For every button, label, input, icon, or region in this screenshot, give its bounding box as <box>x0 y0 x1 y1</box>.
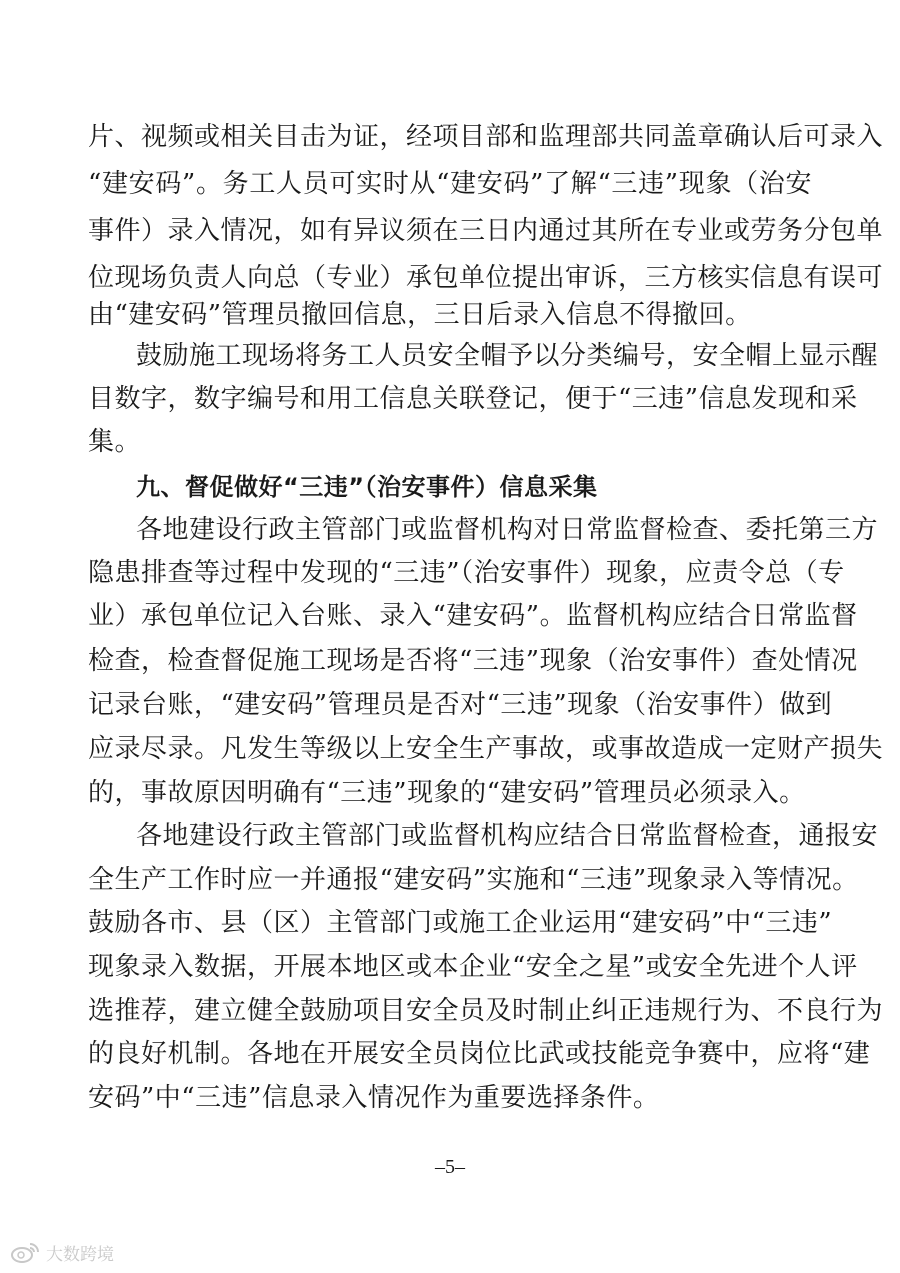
page-number: –5– <box>435 1156 465 1178</box>
paragraph-4-line-2: 全生产工作时应一并通报“建安码”实施和“三违”现象录入等情况。 <box>88 865 859 895</box>
watermark <box>10 1240 114 1264</box>
paragraph-4-line-6: 的良好机制。各地在开展安全员岗位比武或技能竞争赛中，应将“建 <box>88 1039 871 1069</box>
paragraph-3-line-3: 业）承包单位记入台账、录入“建安码”。监督机构应结合日常监督 <box>88 601 858 631</box>
paragraph-1-line-5: 由“建安码”管理员撤回信息，三日后录入信息不得撤回。 <box>88 300 752 330</box>
paragraph-3-line-4: 检查，检查督促施工现场是否将“三违”现象（治安事件）查处情况 <box>88 646 858 676</box>
paragraph-3-line-6: 应录尽录。凡发生等级以上安全生产事故，或事故造成一定财产损失 <box>88 734 884 764</box>
paragraph-1-line-1: 片、视频或相关目击为证，经项目部和监理部共同盖章确认后可录入 <box>88 122 884 152</box>
weibo-icon <box>10 1241 40 1263</box>
paragraph-2-line-3: 集。 <box>88 427 142 457</box>
paragraph-3-line-2: 隐患排查等过程中发现的“三违”（治安事件）现象，应责令总（专 <box>88 558 845 588</box>
paragraph-2-line-2: 目数字，数字编号和用工信息关联登记，便于“三违”信息发现和采 <box>88 384 858 414</box>
paragraph-4-line-1: 各地建设行政主管部门或监督机构应结合日常监督检查，通报安 <box>136 821 879 851</box>
paragraph-3-line-5: 记录台账，“建安码”管理员是否对“三违”现象（治安事件）做到 <box>88 690 833 720</box>
section-heading: 九、督促做好“三违”（治安事件）信息采集 <box>136 473 598 501</box>
paragraph-1-line-2: “建安码”。务工人员可实时从“建安码”了解“三违”现象（治安 <box>88 169 812 199</box>
paragraph-2-line-1: 鼓励施工现场将务工人员安全帽予以分类编号，安全帽上显示醒 <box>136 341 879 371</box>
paragraph-3-line-7: 的，事故原因明确有“三违”现象的“建安码”管理员必须录入。 <box>88 778 806 808</box>
paragraph-4-line-4: 现象录入数据，开展本地区或本企业“安全之星”或安全先进个人评 <box>88 952 858 982</box>
paragraph-1-line-3: 事件）录入情况，如有异议须在三日内通过其所在专业或劳务分包单 <box>88 216 884 246</box>
paragraph-4-line-7: 安码”中“三违”信息录入情况作为重要选择条件。 <box>88 1083 660 1113</box>
paragraph-4-line-3: 鼓励各市、县（区）主管部门或施工企业运用“建安码”中“三违” <box>88 908 833 938</box>
watermark-text: 大数跨境 <box>46 1244 114 1265</box>
paragraph-3-line-1: 各地建设行政主管部门或监督机构对日常监督检查、委托第三方 <box>136 515 879 545</box>
paragraph-1-line-4: 位现场负责人向总（专业）承包单位提出审诉，三方核实信息有误可 <box>88 263 884 293</box>
paragraph-4-line-5: 选推荐，建立健全鼓励项目安全员及时制止纠正违规行为、不良行为 <box>88 996 884 1026</box>
